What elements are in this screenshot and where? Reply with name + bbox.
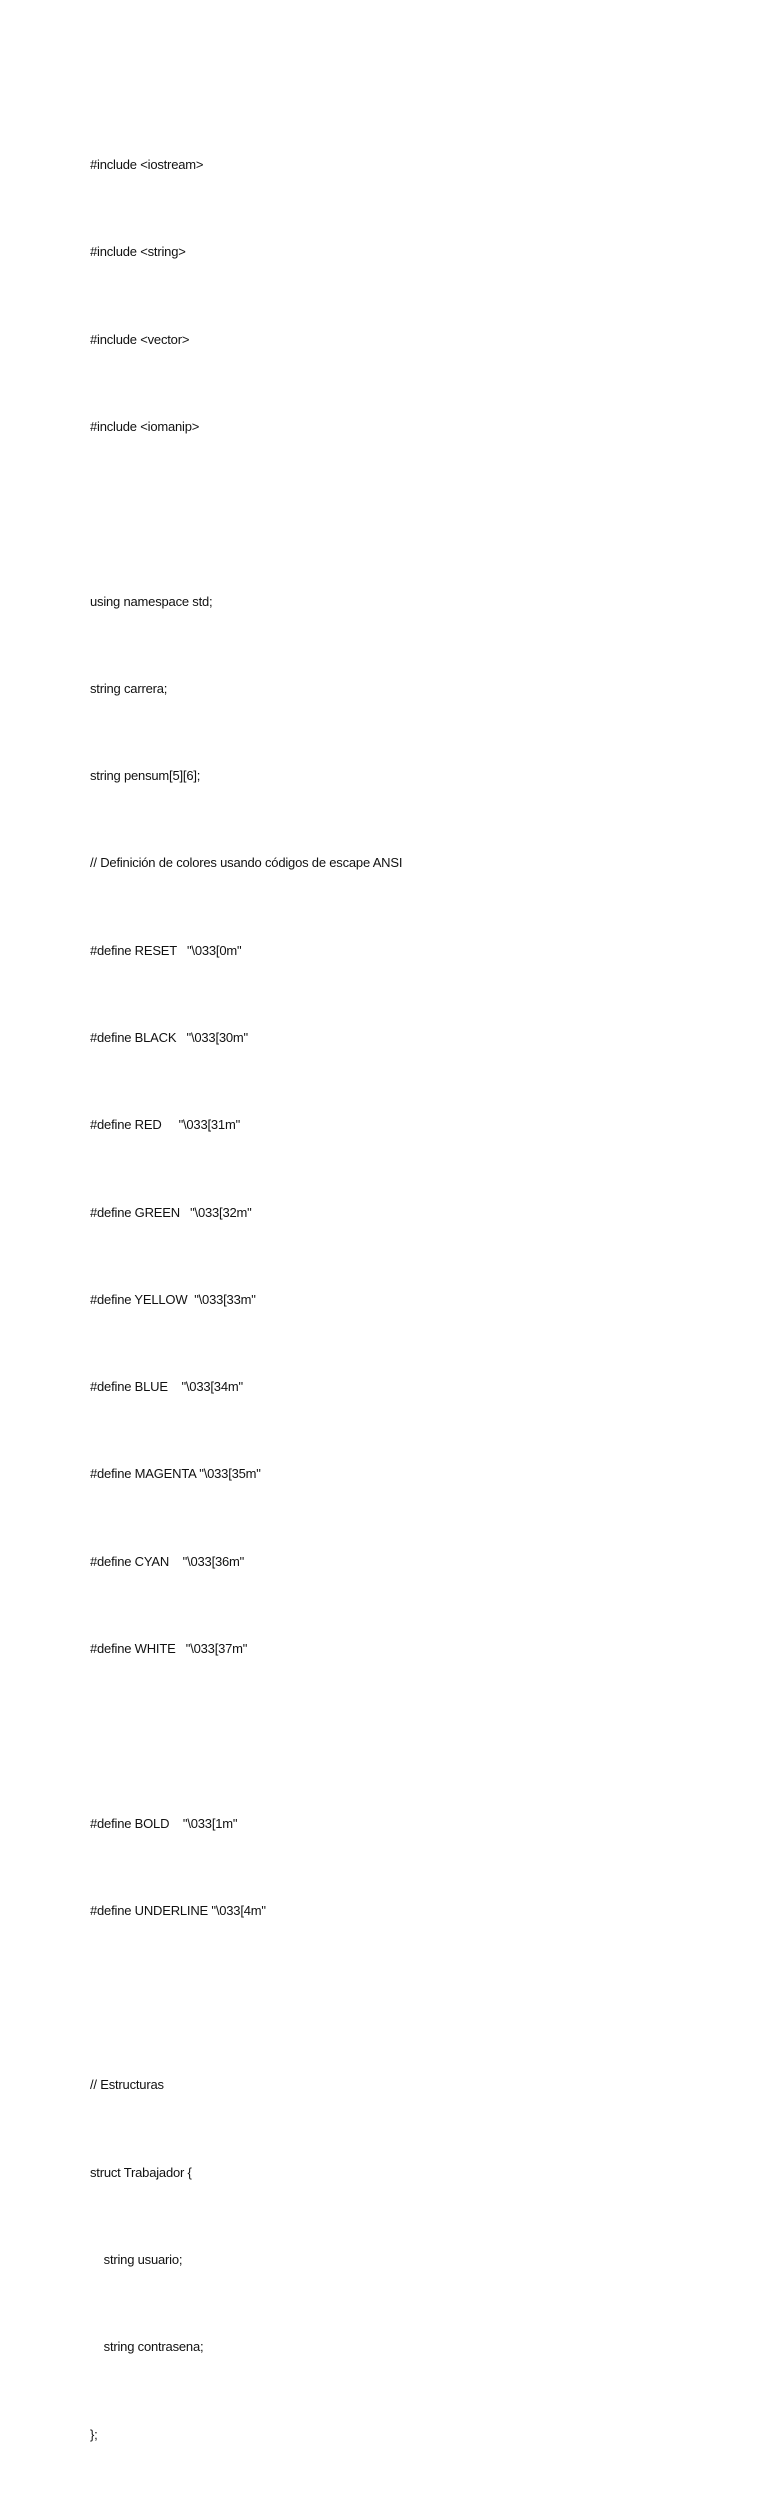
code-line: #define YELLOW "\033[33m" bbox=[90, 1291, 256, 1307]
code-line: #define MAGENTA "\033[35m" bbox=[90, 1466, 261, 1482]
code-line: string contrasena; bbox=[90, 2339, 204, 2355]
code-line: #include <iomanip> bbox=[90, 419, 200, 435]
code-line: #define RED "\033[31m" bbox=[90, 1117, 241, 1133]
code-line: #define CYAN "\033[36m" bbox=[90, 1553, 245, 1569]
blank-line bbox=[90, 499, 730, 528]
code-line: string pensum[5][6]; bbox=[90, 768, 201, 784]
comment-line: // Definición de colores usando códigos de escape ANSI bbox=[90, 855, 403, 871]
code-line: #define BLACK "\033[30m" bbox=[90, 1030, 248, 1045]
comment-line: // Estructuras bbox=[90, 2077, 164, 2093]
blank-line bbox=[90, 1721, 730, 1750]
code-line: }; bbox=[90, 2426, 98, 2442]
code-line: #define RESET "\033[0m" bbox=[90, 942, 242, 958]
code-line: #define GREEN "\033[32m" bbox=[90, 1204, 252, 1220]
code-line: #define UNDERLINE "\033[4m" bbox=[90, 1902, 266, 1918]
blank-line bbox=[90, 1983, 730, 2012]
code-line: #define BLUE "\033[34m" bbox=[90, 1379, 243, 1395]
code-line: string carrera; bbox=[90, 680, 168, 696]
code-line: #define BOLD "\033[1m" bbox=[90, 1815, 238, 1831]
code-line: using namespace std; bbox=[90, 593, 213, 609]
code-listing bbox=[90, 92, 730, 2507]
code-line: struct Trabajador { bbox=[90, 2164, 192, 2180]
code-line: #include <string> bbox=[90, 244, 186, 260]
code-line: #define WHITE "\033[37m" bbox=[90, 1640, 248, 1656]
code-line: #include <vector> bbox=[90, 331, 190, 347]
code-line: #include <iostream> bbox=[90, 157, 204, 173]
code-line: string usuario; bbox=[90, 2251, 183, 2267]
